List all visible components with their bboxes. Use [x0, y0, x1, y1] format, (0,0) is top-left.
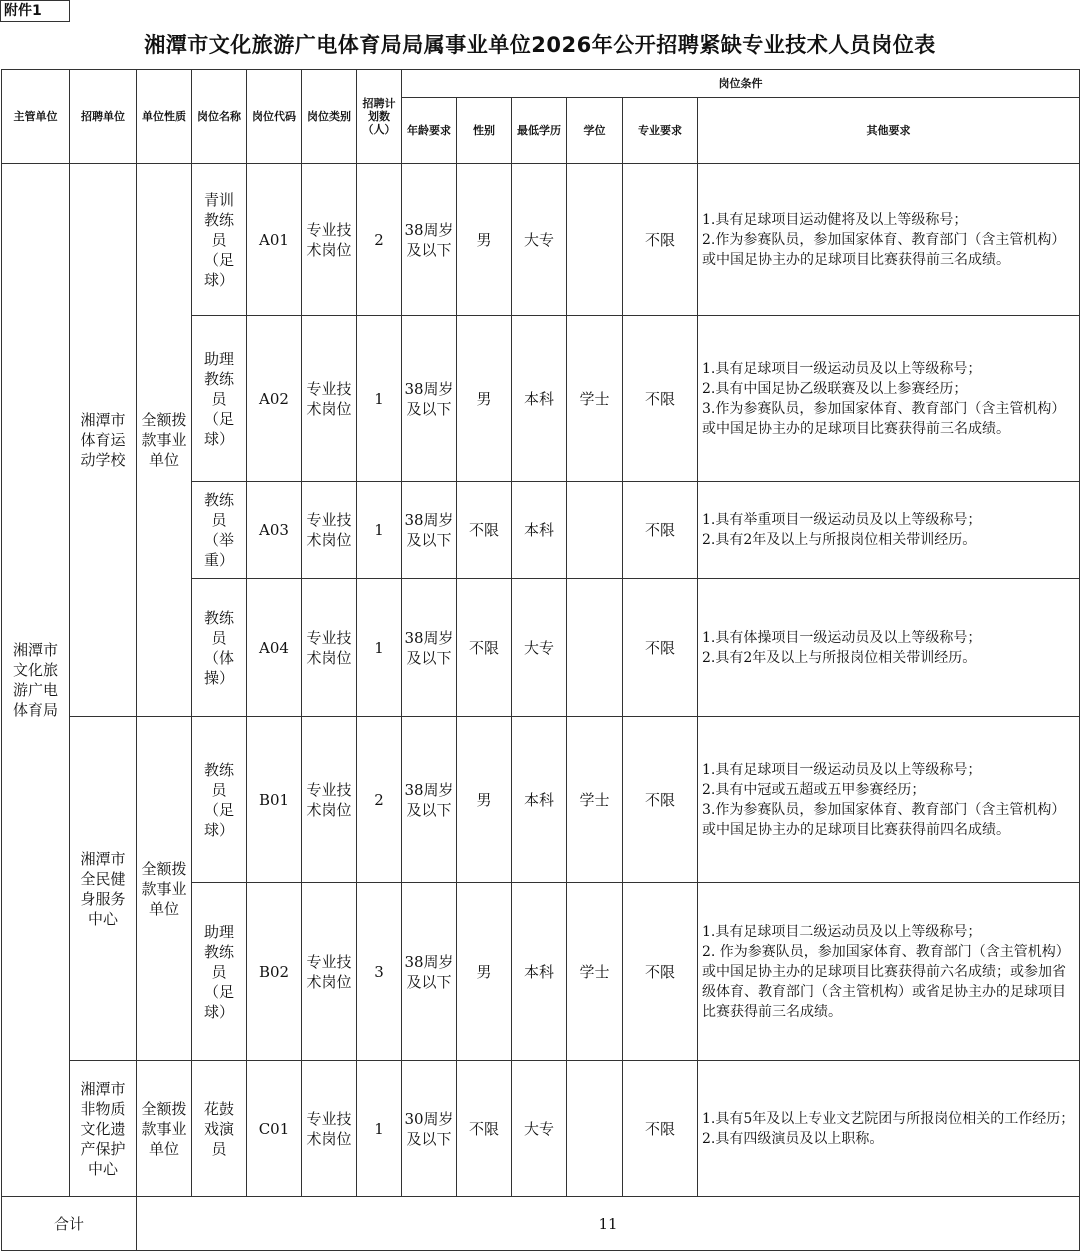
other-requirements-cell: [698, 164, 1080, 316]
requirement-line: 2.具有中国足协乙级联赛及以上参赛经历；: [702, 380, 968, 397]
requirement-line: 2. 作为参赛队员，参加国家体育、教育部门（含主管机构）或中国足协主办的足球项目比赛获得前六名成绩；或参加省级体育、教育部门（含主管机构）或省足协主办的足球项目比赛获得前三名成绩。: [702, 943, 1070, 1020]
age-cell: 38周岁及以下: [402, 579, 457, 717]
requirement-line: 2.具有四级演员及以上职称。: [702, 1130, 884, 1147]
plan-count-cell: 3: [357, 883, 402, 1061]
plan-count-cell: 1: [357, 579, 402, 717]
page-title: 湘潭市文化旅游广电体育局局属事业单位2026年公开招聘紧缺专业技术人员岗位表: [144, 33, 936, 57]
post-category-cell: 专业技术岗位: [302, 164, 357, 316]
major-cell: 不限: [623, 883, 698, 1061]
post-category-cell: 专业技术岗位: [302, 717, 357, 883]
post-name-cell: 花鼓戏演员: [192, 1061, 247, 1197]
other-requirements-cell: [698, 717, 1080, 883]
major-cell: 不限: [623, 717, 698, 883]
plan-count-cell: 1: [357, 316, 402, 482]
degree-cell: 学士: [567, 717, 623, 883]
gender-cell: 男: [457, 717, 512, 883]
post-category-cell: 专业技术岗位: [302, 579, 357, 717]
requirement-line: 1.具有足球项目运动健将及以上等级称号；: [702, 211, 968, 228]
gender-cell: 不限: [457, 482, 512, 579]
header-conditions: 岗位条件: [402, 70, 1080, 98]
degree-cell: [567, 164, 623, 316]
supervisor-cell: 湘潭市文化旅游广电体育局: [2, 164, 70, 1197]
plan-count-cell: 2: [357, 717, 402, 883]
header-age: 年龄要求: [402, 98, 457, 164]
table-row: [2, 164, 1080, 316]
unit-nature-cell: 全额拨款事业单位: [137, 1061, 192, 1197]
other-requirements-cell: [698, 1061, 1080, 1197]
post-code-cell: B02: [247, 883, 302, 1061]
unit-name-cell: 湘潭市全民健身服务中心: [70, 717, 137, 1061]
requirement-line: 2.具有2年及以上与所报岗位相关带训经历。: [702, 532, 977, 548]
degree-cell: [567, 579, 623, 717]
age-cell: 38周岁及以下: [402, 717, 457, 883]
post-code-cell: A03: [247, 482, 302, 579]
gender-cell: 男: [457, 883, 512, 1061]
requirement-line: 2.具有中冠或五超或五甲参赛经历；: [702, 781, 926, 798]
major-cell: 不限: [623, 482, 698, 579]
post-code-cell: C01: [247, 1061, 302, 1197]
post-code-cell: A02: [247, 316, 302, 482]
degree-cell: [567, 1061, 623, 1197]
education-cell: 本科: [512, 316, 567, 482]
post-category-cell: 专业技术岗位: [302, 1061, 357, 1197]
gender-cell: 不限: [457, 579, 512, 717]
education-cell: 大专: [512, 1061, 567, 1197]
header-unit-nature: 单位性质: [137, 70, 192, 164]
post-code-cell: A01: [247, 164, 302, 316]
total-value: 11: [137, 1197, 1080, 1251]
post-category-cell: 专业技术岗位: [302, 883, 357, 1061]
post-category-cell: 专业技术岗位: [302, 482, 357, 579]
table-row: [2, 1061, 1080, 1197]
requirement-line: 3.作为参赛队员，参加国家体育、教育部门（含主管机构）或中国足协主办的足球项目比赛获得前三名成绩。: [702, 400, 1066, 437]
header-education: 最低学历: [512, 98, 567, 164]
post-category-cell: 专业技术岗位: [302, 316, 357, 482]
header-post-code: 岗位代码: [247, 70, 302, 164]
post-name-cell: 助理教练员（足球）: [192, 316, 247, 482]
unit-nature-cell: 全额拨款事业单位: [137, 164, 192, 717]
requirement-line: 1.具有体操项目一级运动员及以上等级称号；: [702, 629, 982, 646]
header-major: 专业要求: [623, 98, 698, 164]
requirement-line: 1.具有5年及以上专业文艺院团与所报岗位相关的工作经历；: [702, 1110, 1075, 1127]
requirement-line: 2.作为参赛队员，参加国家体育、教育部门（含主管机构）或中国足协主办的足球项目比赛获得前三名成绩。: [702, 231, 1066, 268]
education-cell: 本科: [512, 883, 567, 1061]
other-requirements-cell: [698, 316, 1080, 482]
table-row: [2, 717, 1080, 883]
education-cell: 大专: [512, 164, 567, 316]
post-code-cell: A04: [247, 579, 302, 717]
post-name-cell: 教练员（足球）: [192, 717, 247, 883]
annex-label: 附件1: [0, 0, 70, 22]
degree-cell: 学士: [567, 316, 623, 482]
education-cell: 本科: [512, 482, 567, 579]
header-gender: 性别: [457, 98, 512, 164]
major-cell: 不限: [623, 316, 698, 482]
gender-cell: 不限: [457, 1061, 512, 1197]
education-cell: 本科: [512, 717, 567, 883]
requirement-line: 1.具有举重项目一级运动员及以上等级称号；: [702, 512, 982, 528]
age-cell: 38周岁及以下: [402, 316, 457, 482]
other-requirements-cell: [698, 883, 1080, 1061]
header-other: 其他要求: [698, 98, 1080, 164]
post-code-cell: B01: [247, 717, 302, 883]
plan-count-cell: 1: [357, 482, 402, 579]
post-name-cell: 教练员（举重）: [192, 482, 247, 579]
requirement-line: 1.具有足球项目一级运动员及以上等级称号；: [702, 360, 982, 377]
header-row-1: [2, 70, 1080, 98]
header-supervisor: 主管单位: [2, 70, 70, 164]
header-degree: 学位: [567, 98, 623, 164]
post-name-cell: 教练员（体操）: [192, 579, 247, 717]
major-cell: 不限: [623, 579, 698, 717]
total-row: [2, 1197, 1080, 1251]
unit-name-cell: 湘潭市体育运动学校: [70, 164, 137, 717]
header-plan-count: 招聘计划数（人）: [357, 70, 402, 164]
plan-count-cell: 1: [357, 1061, 402, 1197]
gender-cell: 男: [457, 316, 512, 482]
gender-cell: 男: [457, 164, 512, 316]
requirement-line: 3.作为参赛队员，参加国家体育、教育部门（含主管机构）或中国足协主办的足球项目比赛获得前四名成绩。: [702, 801, 1066, 838]
unit-nature-cell: 全额拨款事业单位: [137, 717, 192, 1061]
other-requirements-cell: [698, 482, 1080, 579]
requirement-line: 1.具有足球项目一级运动员及以上等级称号；: [702, 761, 982, 778]
age-cell: 38周岁及以下: [402, 883, 457, 1061]
header-post-category: 岗位类别: [302, 70, 357, 164]
total-label: 合计: [2, 1197, 137, 1251]
unit-name-cell: 湘潭市非物质文化遗产保护中心: [70, 1061, 137, 1197]
age-cell: 30周岁及以下: [402, 1061, 457, 1197]
requirement-line: 2.具有2年及以上与所报岗位相关带训经历。: [702, 649, 977, 666]
requirement-line: 1.具有足球项目二级运动员及以上等级称号；: [702, 923, 982, 940]
degree-cell: [567, 482, 623, 579]
post-name-cell: 助理教练员（足球）: [192, 883, 247, 1061]
major-cell: 不限: [623, 1061, 698, 1197]
post-name-cell: 青训教练员（足球）: [192, 164, 247, 316]
degree-cell: 学士: [567, 883, 623, 1061]
plan-count-cell: 2: [357, 164, 402, 316]
header-recruiting-unit: 招聘单位: [70, 70, 137, 164]
age-cell: 38周岁及以下: [402, 164, 457, 316]
age-cell: 38周岁及以下: [402, 482, 457, 579]
positions-table: [1, 69, 1080, 1251]
education-cell: 大专: [512, 579, 567, 717]
header-post-name: 岗位名称: [192, 70, 247, 164]
other-requirements-cell: [698, 579, 1080, 717]
major-cell: 不限: [623, 164, 698, 316]
